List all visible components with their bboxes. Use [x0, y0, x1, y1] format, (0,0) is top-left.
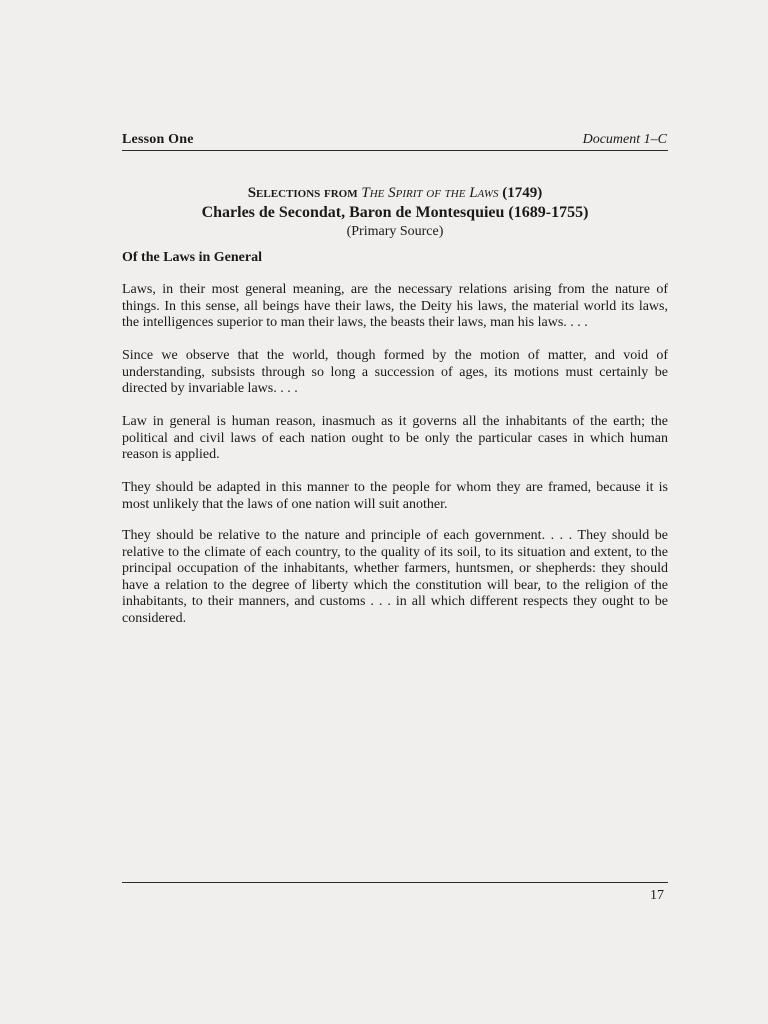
title-prefix: Selections from	[247, 185, 358, 201]
paragraph-2: Since we observe that the world, though formed by the motion of matter, and void of understanding, subsists through so long a succession of ages, its motions must certainly be directed by invariable laws. . . .	[122, 348, 668, 396]
page-header	[122, 132, 667, 150]
document-author: Charles de Secondat, Baron de Montesquieu (1689-1755)	[201, 204, 589, 221]
page-number: 17	[650, 888, 664, 903]
header-rule	[122, 150, 668, 151]
title-block	[122, 183, 668, 240]
section-heading: Of the Laws in General	[122, 250, 262, 265]
paragraph-3: Law in general is human reason, inasmuch as it governs all the inhabitants of the earth; the political and civil laws of each nation ought to be only the particular cases in which human reason is applied.	[122, 414, 668, 462]
paragraph-5: They should be relative to the nature and principle of each government. . . . They should be relative to the climate of each country, to the quality of its soil, to its situation and extent, to the principal occupation of the inhabitants, whether farmers, huntsmen, or shepherds: they should have a relation to the degree of liberty which the constitution will bear, to the religion of the inhabitants, to their manners, and customs . . . in all which different respects they ought to be considered.	[122, 528, 668, 626]
title-work: The Spirit of the Laws	[361, 185, 499, 201]
paragraph-4: They should be adapted in this manner to the people for whom they are framed, because it is most unlikely that the laws of one nation will suit another.	[122, 480, 668, 512]
document-title	[122, 183, 668, 203]
document-label: Document 1–C	[582, 132, 667, 147]
footer-rule	[122, 882, 668, 883]
paragraph-1: Laws, in their most general meaning, are the necessary relations arising from the nature of things. In this sense, all beings have their laws, the Deity his laws, the material world its laws, the intelligences superior to man their laws, the beasts their laws, man his laws. . . .	[122, 282, 668, 330]
lesson-label: Lesson One	[122, 132, 194, 147]
title-year: (1749)	[502, 185, 543, 201]
source-note: (Primary Source)	[346, 224, 444, 239]
